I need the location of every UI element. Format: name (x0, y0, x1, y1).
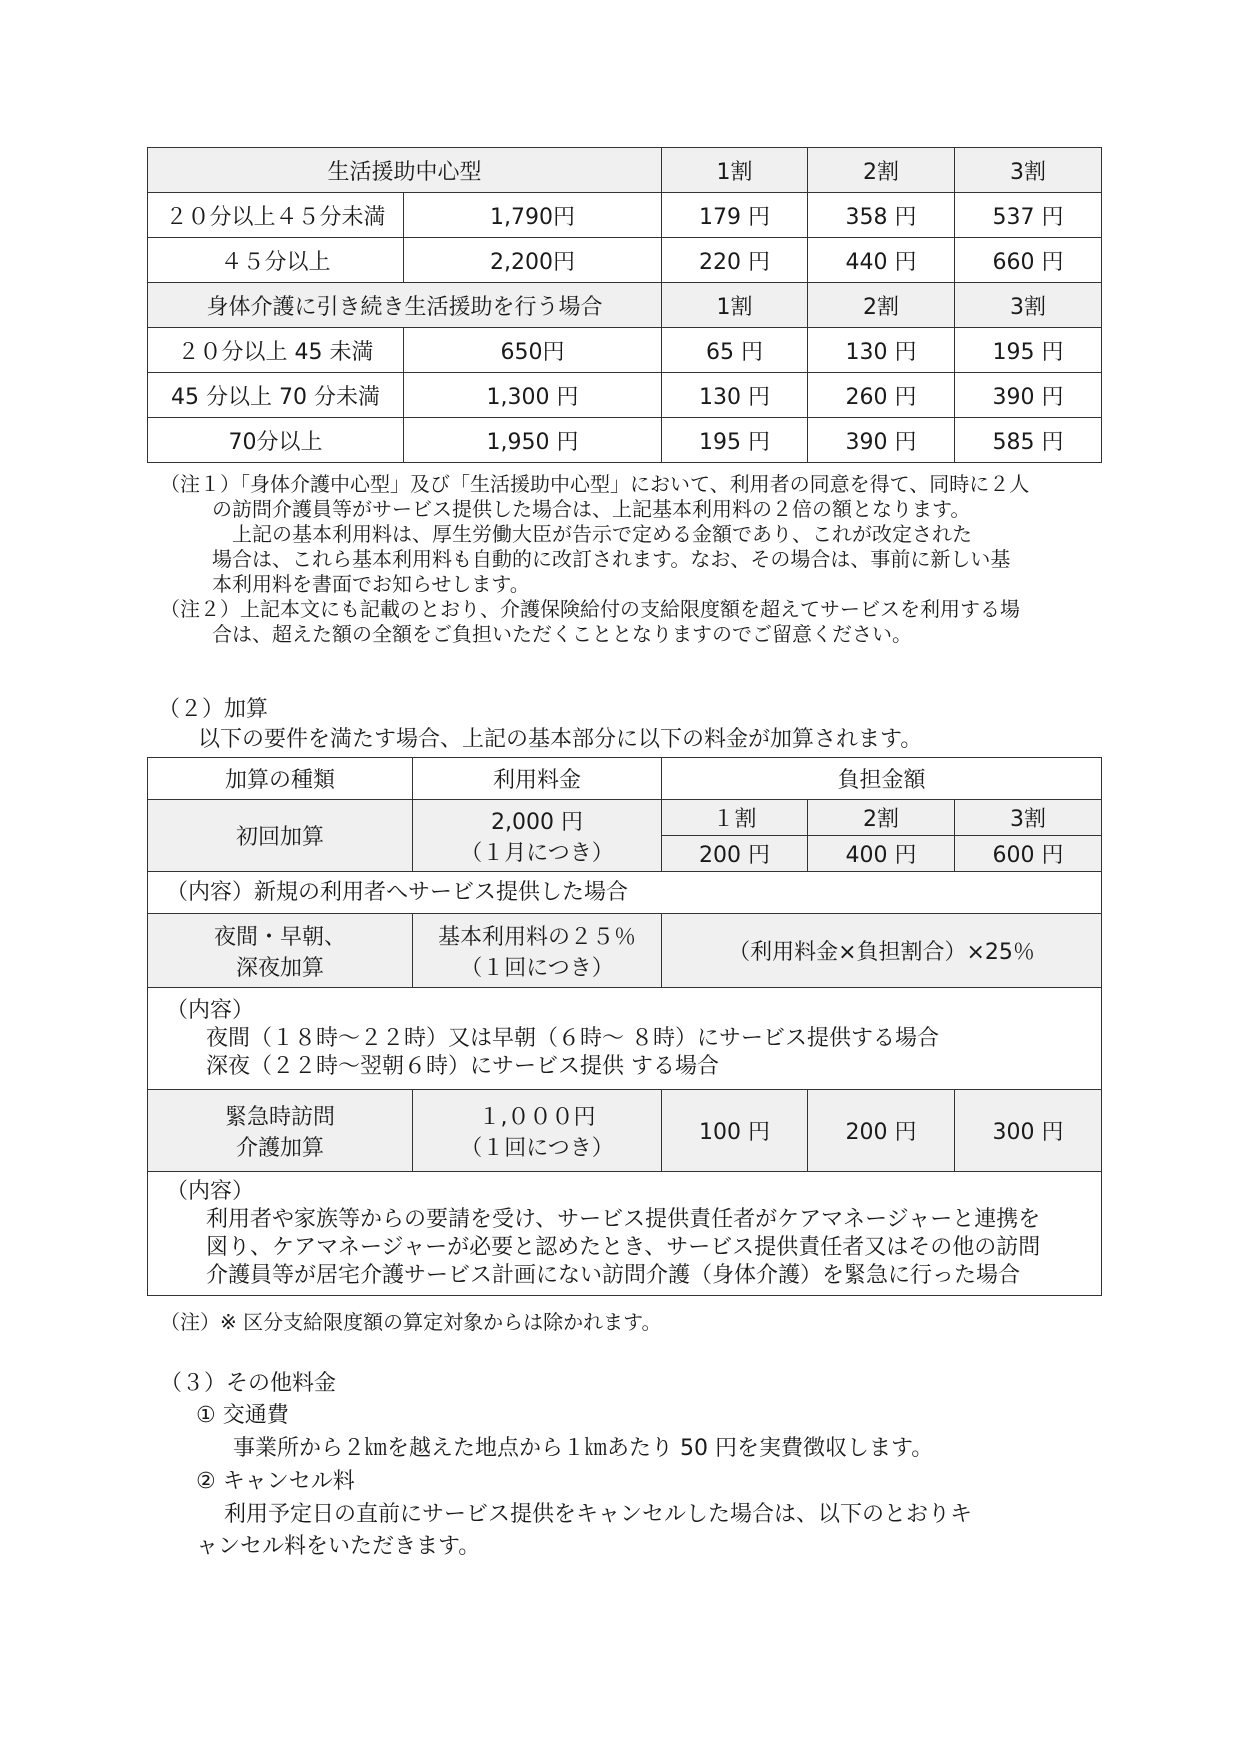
col-header-rate3: 3割 (955, 148, 1102, 193)
night-addition-fee (413, 914, 662, 988)
col-header-rate1: 1割 (662, 283, 808, 328)
initial-rate1: 200 円 (662, 836, 808, 872)
row-rate1: 65 円 (662, 328, 808, 373)
emergency-name-line2: 介護加算 (235, 1135, 324, 1161)
note1-line-d: 場合は、これら基本利用料も自動的に改訂されます。なお、その場合は、事前に新しい基 (212, 547, 1011, 571)
row-label: ２０分以上 45 未満 (148, 328, 404, 373)
table-row (148, 238, 1102, 283)
night-fee-note: （１回につき） (460, 955, 614, 981)
table-row (148, 418, 1102, 463)
notes (160, 472, 1100, 647)
night-name-line2: 深夜加算 (235, 955, 324, 981)
row-rate1: 130 円 (662, 373, 808, 418)
section3-item2-text-b: ャンセル料をいただきます。 (196, 1534, 481, 1559)
night-content (148, 988, 1102, 1090)
emergency-addition-fee (413, 1090, 662, 1172)
section3-item2-text-a: 利用予定日の直前にサービス提供をキャンセルした場合は、以下のとおりキ (224, 1502, 973, 1527)
fee-table-basic (147, 147, 1102, 463)
emergency-fee-note: （１回につき） (460, 1135, 614, 1161)
night-content-title: （内容） (166, 997, 255, 1023)
table-row (148, 193, 1102, 238)
row-rate3: 537 円 (955, 193, 1102, 238)
section-header-life-support: 生活援助中心型 (148, 148, 662, 193)
emergency-content-title: （内容） (166, 1178, 255, 1204)
emergency-content-line3: 介護員等が居宅介護サービス計画にない訪問介護（身体介護）を緊急に行った場合 (206, 1262, 1021, 1288)
initial-content: （内容）新規の利用者へサービス提供した場合 (148, 872, 1102, 914)
section-header-body-care-life-support: 身体介護に引き続き生活援助を行う場合 (148, 283, 662, 328)
night-content-line1: 夜間（１８時～２２時）又は早朝（６時～ ８時）にサービス提供する場合 (206, 1025, 939, 1051)
row-fee: 1,300 円 (404, 373, 662, 418)
section3-item2: ② キャンセル料 (196, 1469, 355, 1494)
note2-line-b: 合は、超えた額の全額をご負担いただくこととなりますのでご留意ください。 (212, 622, 912, 646)
col-header-rate1: 1割 (662, 148, 808, 193)
table-row (148, 373, 1102, 418)
row-rate2: 130 円 (808, 328, 955, 373)
initial-addition-fee (413, 800, 662, 872)
col-header-rate3: 3割 (955, 283, 1102, 328)
initial-addition-name: 初回加算 (148, 800, 413, 872)
row-fee: 650円 (404, 328, 662, 373)
row-rate3: 585 円 (955, 418, 1102, 463)
row-rate2: 390 円 (808, 418, 955, 463)
night-name-line1: 夜間・早朝、 (213, 924, 346, 950)
table-row (148, 328, 1102, 373)
row-rate1: 220 円 (662, 238, 808, 283)
col-header-rate2: 2割 (808, 283, 955, 328)
row-label: ４５分以上 (148, 238, 404, 283)
emergency-rate1: 100 円 (662, 1090, 808, 1172)
night-fee-value: 基本利用料の２５％ (437, 924, 636, 950)
initial-fee-value: 2,000 円 (491, 809, 583, 835)
row-rate3: 660 円 (955, 238, 1102, 283)
row-rate2: 358 円 (808, 193, 955, 238)
table2-note: （注）※ 区分支給限度額の算定対象からは除かれます。 (160, 1310, 662, 1334)
row-fee: 1,790円 (404, 193, 662, 238)
night-formula: （利用料金×負担割合）×25％ (662, 914, 1102, 988)
row-rate1: 179 円 (662, 193, 808, 238)
emergency-rate3: 300 円 (955, 1090, 1102, 1172)
emergency-addition-name (148, 1090, 413, 1172)
night-addition-name (148, 914, 413, 988)
row-label: 70分以上 (148, 418, 404, 463)
row-rate2: 440 円 (808, 238, 955, 283)
rate2-header: 2割 (808, 800, 955, 836)
section3-heading: （３）その他料金 (160, 1371, 337, 1396)
row-rate3: 195 円 (955, 328, 1102, 373)
col-header-rate2: 2割 (808, 148, 955, 193)
section3-item1: ① 交通費 (196, 1403, 289, 1428)
row-rate1: 195 円 (662, 418, 808, 463)
emergency-fee-value: １,０００円 (478, 1104, 596, 1130)
section3-item1-text: 事業所から２㎞を越えた地点から１㎞あたり 50 円を実費徴収します。 (233, 1436, 934, 1461)
col-header-type: 加算の種類 (148, 758, 413, 800)
rate3-header: 3割 (955, 800, 1102, 836)
emergency-rate2: 200 円 (808, 1090, 955, 1172)
section2-heading: （２）加算 (158, 697, 269, 722)
note1-line-e: 本利用料を書面でお知らせします。 (212, 572, 530, 596)
note1-line-b: の訪問介護員等がサービス提供した場合は、上記基本利用料の２倍の額となります。 (212, 497, 971, 521)
row-rate3: 390 円 (955, 373, 1102, 418)
row-label: 45 分以上 70 分未満 (148, 373, 404, 418)
section2-intro: 以下の要件を満たす場合、上記の基本部分に以下の料金が加算されます。 (198, 727, 923, 752)
row-fee: 1,950 円 (404, 418, 662, 463)
emergency-content-line1: 利用者や家族等からの要請を受け、サービス提供責任者がケアマネージャーと連携を (206, 1206, 1041, 1232)
initial-rate2: 400 円 (808, 836, 955, 872)
night-content-line2: 深夜（２２時～翌朝６時）にサービス提供 する場合 (206, 1053, 719, 1079)
row-label: ２０分以上４５分未満 (148, 193, 404, 238)
emergency-content (148, 1172, 1102, 1296)
initial-rate3: 600 円 (955, 836, 1102, 872)
addition-fee-table (147, 757, 1102, 1296)
note2-line-a: （注２）上記本文にも記載のとおり、介護保険給付の支給限度額を超えてサービスを利用する場 (160, 597, 1020, 621)
row-rate2: 260 円 (808, 373, 955, 418)
row-fee: 2,200円 (404, 238, 662, 283)
rate1-header: １割 (662, 800, 808, 836)
note1-line-c: 上記の基本利用料は、厚生労働大臣が告示で定める金額であり、これが改定された (232, 522, 972, 546)
col-header-burden: 負担金額 (662, 758, 1102, 800)
emergency-name-line1: 緊急時訪問 (224, 1104, 335, 1130)
emergency-content-line2: 図り、ケアマネージャーが必要と認めたとき、サービス提供責任者又はその他の訪問 (206, 1234, 1041, 1260)
col-header-fee: 利用料金 (413, 758, 662, 800)
note1-line-a: （注１）「身体介護中心型」及び「生活援助中心型」において、利用者の同意を得て、同時に２人 (160, 472, 1030, 496)
initial-fee-note: （１月につき） (460, 840, 614, 866)
